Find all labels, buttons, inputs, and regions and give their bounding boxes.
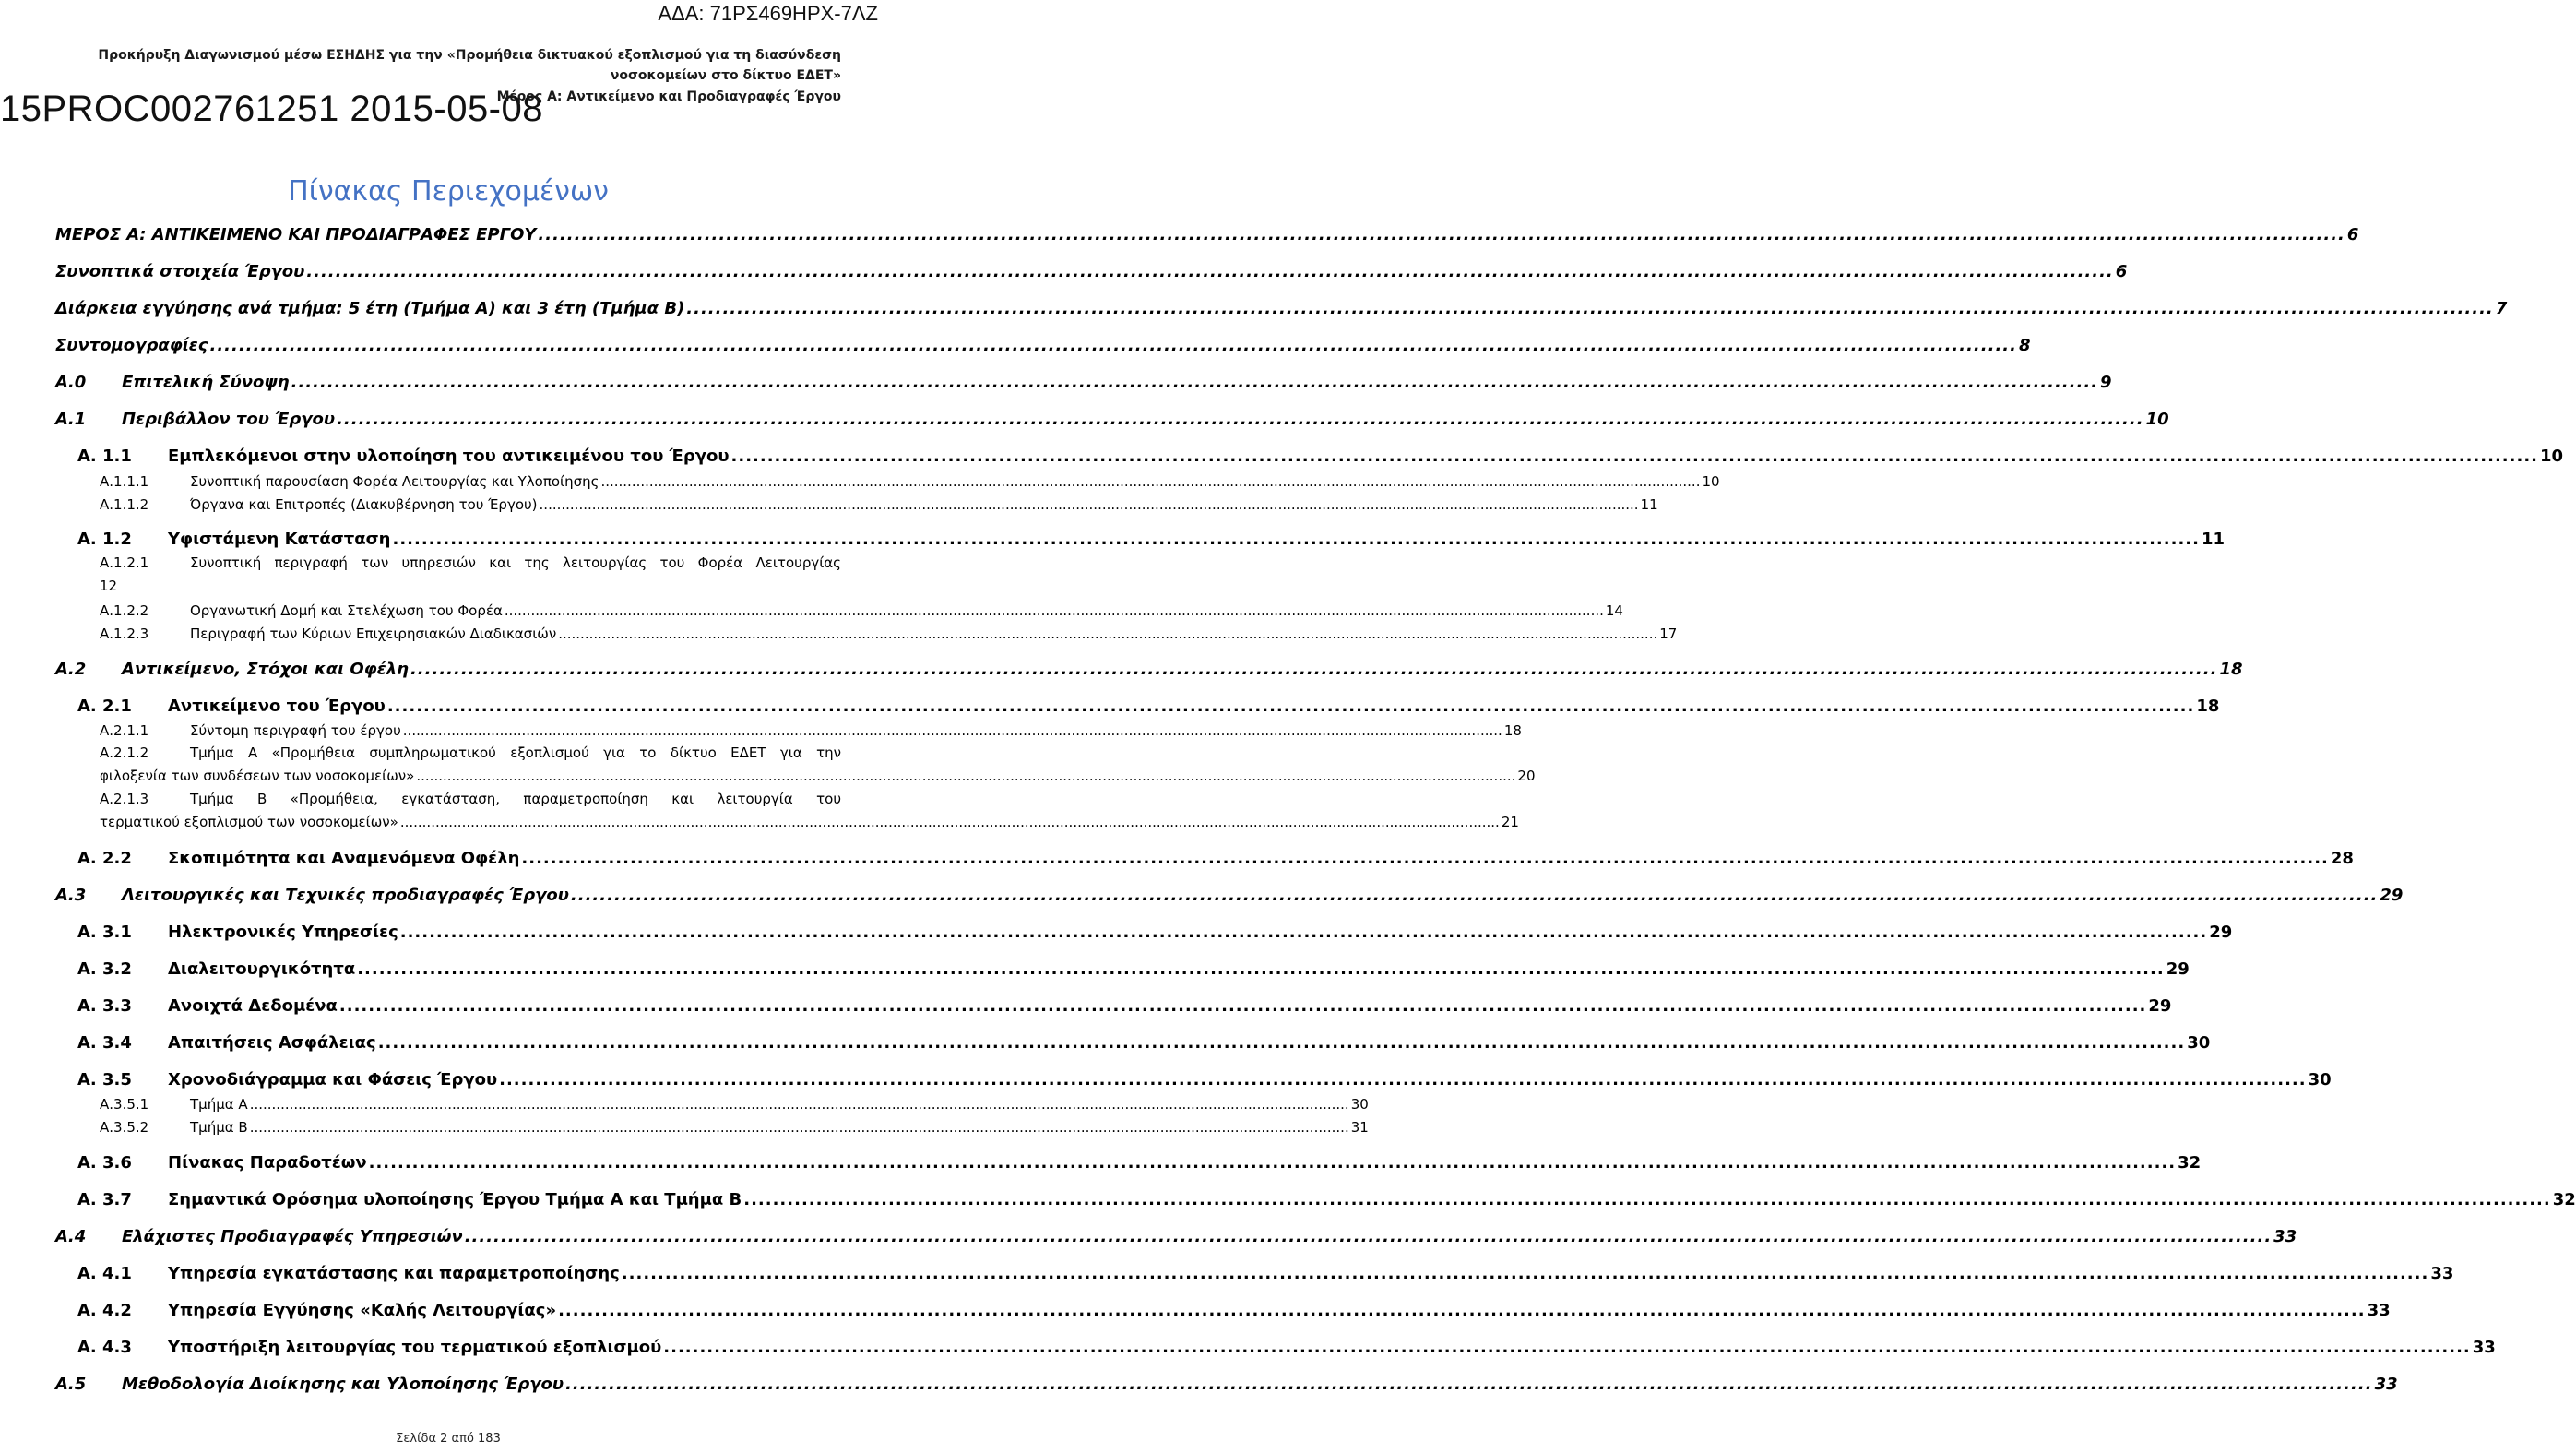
toc-entry-title-cont: φιλοξενία των συνδέσεων των νοσοκομείων» — [100, 768, 415, 784]
toc-entry[interactable] — [100, 742, 1536, 788]
toc-leader-dots — [400, 811, 1500, 834]
toc-entry-number: Α. 4.2 — [77, 1301, 132, 1320]
toc-entry-title: Ανοιχτά Δεδομένα — [168, 996, 338, 1016]
toc-entry-number: Α.0 — [55, 373, 87, 392]
toc-entry[interactable] — [100, 788, 1519, 834]
toc-entry-title: Διάρκεια εγγύησης ανά τμήμα: 5 έτη (Τμήμα Α) και 3 έτη (Τμήμα Β) — [55, 299, 685, 318]
toc-leader-dots — [416, 765, 1515, 788]
toc-entry[interactable] — [77, 1070, 2332, 1090]
toc-entry-title: Αντικείμενο, Στόχοι και Οφέλη — [122, 660, 409, 679]
toc-entry-page: 18 — [1503, 722, 1522, 739]
toc-entry-page: 8 — [2018, 336, 2031, 355]
toc-entry-page: 30 — [2187, 1033, 2211, 1053]
toc-entry[interactable] — [55, 336, 2031, 355]
toc-entry-number: Α. 3.7 — [77, 1190, 132, 1209]
toc-leader-dots — [565, 1375, 2372, 1394]
toc-entry-number: Α.1.1.1 — [100, 473, 149, 490]
toc-entry-number: Α. 4.3 — [77, 1338, 132, 1357]
toc-entry-title: Τμήμα Β — [190, 1119, 248, 1136]
toc-entry[interactable] — [55, 410, 2169, 429]
toc-entry[interactable] — [77, 1033, 2211, 1053]
toc-entry[interactable] — [55, 262, 2128, 281]
toc-entry[interactable] — [77, 1301, 2391, 1320]
toc-entry-number: Α.4 — [55, 1227, 87, 1246]
toc-entry-page: 6 — [2115, 262, 2128, 281]
toc-entry-page: 18 — [2196, 697, 2220, 716]
toc-entry-title: Απαιτήσεις Ασφάλειας — [168, 1033, 376, 1053]
toc-entry-title: Συνοπτική περιγραφή των υπηρεσιών και της λειτουργίας του Φορέα Λειτουργίας — [190, 554, 841, 571]
toc-leader-dots — [250, 1119, 1349, 1136]
toc-leader-dots — [505, 602, 1604, 619]
toc-entry-number: Α.1.2.1 — [100, 554, 149, 571]
toc-entry-number: Α.3 — [55, 886, 87, 905]
toc-leader-dots — [378, 1033, 2185, 1053]
toc-entry-number: Α.5 — [55, 1375, 87, 1394]
toc-entry-title: Επιτελική Σύνοψη — [122, 373, 290, 392]
toc-entry[interactable] — [55, 299, 2508, 318]
toc-entry-number: Α. 3.3 — [77, 996, 132, 1016]
toc-entry-title: Διαλειτουργικότητα — [168, 959, 356, 979]
toc-entry-page: 33 — [2367, 1301, 2391, 1320]
toc-entry-page: 11 — [2201, 530, 2226, 549]
toc-entry-page: 14 — [1605, 602, 1623, 619]
toc-entry[interactable] — [55, 225, 2359, 244]
toc-entry-page: 33 — [2273, 1227, 2297, 1246]
toc-entry-page: 30 — [1350, 1096, 1369, 1113]
toc-entry[interactable] — [77, 1190, 2576, 1209]
toc-entry-number: Α. 1.1 — [77, 447, 132, 466]
toc-entry-number: Α. 1.2 — [77, 530, 132, 549]
toc-entry-page: 33 — [2374, 1375, 2398, 1394]
toc-entry-title: Συνοπτικά στοιχεία Έργου — [55, 262, 305, 281]
toc-entry-title: Τμήμα Β «Προμήθεια, εγκατάσταση, παραμετροποίηση και λειτουργία του — [190, 791, 841, 807]
toc-entry-title: Σύντομη περιγραφή του έργου — [190, 722, 401, 739]
toc-entry-title-cont: τερματικού εξοπλισμού των νοσοκομείων» — [100, 814, 398, 830]
toc-entry-title: Συντομογραφίες — [55, 336, 208, 355]
toc-entry[interactable] — [100, 722, 1522, 739]
toc-entry[interactable] — [77, 530, 2226, 549]
toc-entry[interactable] — [100, 552, 841, 598]
toc-leader-dots — [339, 996, 2146, 1016]
toc-entry-number: Α.1.2.2 — [100, 602, 149, 619]
toc-entry-title: Εμπλεκόμενοι στην υλοποίηση του αντικειμένου του Έργου — [168, 447, 730, 466]
toc-entry-title: Όργανα και Επιτροπές (Διακυβέρνηση του Έργου) — [190, 496, 538, 513]
toc-entry-number: Α. 3.5 — [77, 1070, 132, 1090]
toc-leader-dots — [558, 1301, 2365, 1320]
toc-entry-title: Τμήμα Α «Προμήθεια συμπληρωματικού εξοπλισμού για το δίκτυο ΕΔΕΤ για την — [190, 744, 841, 761]
toc-entry[interactable] — [55, 886, 2404, 905]
document-stamp: 15PROC002761251 2015-05-08 — [0, 89, 543, 129]
toc-entry[interactable] — [100, 496, 1658, 513]
toc-entry-title: Οργανωτική Δομή και Στελέχωση του Φορέα — [190, 602, 503, 619]
toc-leader-dots — [357, 959, 2164, 979]
toc-entry-page: 18 — [2219, 660, 2243, 679]
toc-leader-dots — [387, 697, 2194, 716]
toc-entry[interactable] — [100, 1096, 1369, 1113]
toc-entry-page: 33 — [2430, 1264, 2454, 1283]
toc-entry-page: 10 — [1702, 473, 1720, 490]
toc-entry[interactable] — [77, 447, 2564, 466]
toc-leader-dots — [400, 923, 2207, 942]
toc-entry-title: ΜΕΡΟΣ Α: ΑΝΤΙΚΕΙΜΕΝΟ ΚΑΙ ΠΡΟΔΙΑΓΡΑΦΕΣ ΕΡΓΟΥ — [55, 225, 537, 244]
toc-entry-page: 17 — [1659, 625, 1678, 642]
toc-entry-title: Τμήμα Α — [190, 1096, 248, 1113]
toc-entry-title: Πίνακας Παραδοτέων — [168, 1153, 367, 1173]
toc-entry[interactable] — [100, 625, 1678, 642]
toc-entry-page: 6 — [2346, 225, 2359, 244]
toc-title: Πίνακας Περιεχομένων — [288, 175, 609, 208]
toc-entry-page: 29 — [2380, 886, 2404, 905]
toc-entry-number: Α.2 — [55, 660, 87, 679]
toc-leader-dots — [731, 447, 2538, 466]
toc-entry[interactable] — [100, 602, 1623, 619]
toc-leader-dots — [622, 1264, 2428, 1283]
toc-entry-title: Μεθοδολογία Διοίκησης και Υλοποίησης Έργου — [122, 1375, 564, 1394]
toc-entry-page: 31 — [1350, 1119, 1369, 1136]
toc-entry[interactable] — [100, 473, 1720, 490]
toc-leader-dots — [521, 849, 2328, 868]
toc-entry-page: 32 — [2178, 1153, 2202, 1173]
toc-leader-dots — [538, 225, 2345, 244]
toc-leader-dots — [540, 496, 1639, 513]
toc-leader-dots — [291, 373, 2098, 392]
toc-entry-number: Α.2.1.2 — [100, 744, 149, 761]
page-footer: Σελίδα 2 από 183 — [396, 1432, 501, 1446]
toc-entry[interactable] — [77, 959, 2190, 979]
toc-entry-page: 29 — [2166, 959, 2190, 979]
toc-entry-page: 29 — [2148, 996, 2172, 1016]
toc-entry-number: Α.2.1.3 — [100, 791, 149, 807]
header-line-2: νοσοκομείων στο δίκτυο ΕΔΕΤ» — [610, 68, 841, 83]
ada-code: ΑΔΑ: 71ΡΣ469ΗΡΧ-7ΛΖ — [658, 2, 878, 25]
toc-entry-number: Α.3.5.2 — [100, 1119, 149, 1136]
toc-entry-title: Περιγραφή των Κύριων Επιχειρησιακών Διαδικασιών — [190, 625, 557, 642]
toc-entry-page: 28 — [2330, 849, 2354, 868]
toc-entry[interactable] — [77, 1153, 2202, 1173]
toc-leader-dots — [250, 1096, 1349, 1113]
toc-entry[interactable] — [55, 373, 2112, 392]
toc-entry[interactable] — [55, 1227, 2297, 1246]
toc-entry-page: 30 — [2308, 1070, 2332, 1090]
toc-leader-dots — [663, 1338, 2470, 1357]
toc-entry-number: Α. 2.2 — [77, 849, 132, 868]
toc-entry-title: Υποστήριξη λειτουργίας του τερματικού εξοπλισμού — [168, 1338, 662, 1357]
header-line-1: Προκήρυξη Διαγωνισμού μέσω ΕΣΗΔΗΣ για την «Προμήθεια δικτυακού εξοπλισμού για τη διασύνδεση — [98, 48, 841, 63]
toc-entry[interactable] — [77, 923, 2233, 942]
toc-entry-number: Α.3.5.1 — [100, 1096, 149, 1113]
toc-leader-dots — [392, 530, 2199, 549]
toc-entry-number: Α. 3.4 — [77, 1033, 132, 1053]
toc-entry-title: Υφιστάμενη Κατάσταση — [168, 530, 391, 549]
toc-entry-title: Σημαντικά Ορόσημα υλοποίησης Έργου Τμήμα Α και Τμήμα Β — [168, 1190, 742, 1209]
toc-entry-number: Α. 3.1 — [77, 923, 132, 942]
toc-entry-title: Χρονοδιάγραμμα και Φάσεις Έργου — [168, 1070, 498, 1090]
toc-leader-dots — [686, 299, 2493, 318]
toc-entry-number: Α. 3.6 — [77, 1153, 132, 1173]
toc-entry-title: Περιβάλλον του Έργου — [122, 410, 336, 429]
toc-entry[interactable] — [77, 1264, 2454, 1283]
toc-leader-dots — [465, 1227, 2272, 1246]
toc-entry-number: Α. 2.1 — [77, 697, 132, 716]
toc-entry[interactable] — [77, 697, 2220, 716]
toc-entry-number: Α.2.1.1 — [100, 722, 149, 739]
toc-entry-page: 9 — [2100, 373, 2112, 392]
toc-leader-dots — [209, 336, 2016, 355]
toc-leader-dots — [369, 1153, 2176, 1173]
toc-leader-dots — [410, 660, 2217, 679]
toc-entry-title: Σκοπιμότητα και Αναμενόμενα Οφέλη — [168, 849, 520, 868]
toc-entry-page: 20 — [1517, 768, 1536, 784]
toc-leader-dots — [571, 886, 2378, 905]
toc-entry-page: 21 — [1501, 814, 1519, 830]
toc-leader-dots — [337, 410, 2143, 429]
toc-entry-title: Αντικείμενο του Έργου — [168, 697, 386, 716]
toc-entry-title: Ελάχιστες Προδιαγραφές Υπηρεσιών — [122, 1227, 463, 1246]
toc-leader-dots — [306, 262, 2113, 281]
header-line-3: Μέρος Α: Αντικείμενο και Προδιαγραφές Έργου — [496, 89, 841, 104]
toc-leader-dots — [558, 625, 1657, 642]
toc-entry-page: 10 — [2145, 410, 2169, 429]
toc-entry[interactable] — [100, 1119, 1369, 1136]
toc-leader-dots — [600, 473, 1700, 490]
toc-entry-page: 11 — [1640, 496, 1658, 513]
toc-entry[interactable] — [77, 1338, 2496, 1357]
toc-entry-title: Υπηρεσία εγκατάστασης και παραμετροποίησης — [168, 1264, 620, 1283]
toc-entry-number: Α. 4.1 — [77, 1264, 132, 1283]
toc-entry-title: Ηλεκτρονικές Υπηρεσίες — [168, 923, 398, 942]
toc-leader-dots — [743, 1190, 2550, 1209]
toc-leader-dots — [403, 722, 1502, 739]
toc-leader-dots — [499, 1070, 2306, 1090]
toc-entry[interactable] — [77, 996, 2172, 1016]
toc-entry[interactable] — [55, 660, 2243, 679]
toc-entry-number: Α.1.2.3 — [100, 625, 149, 642]
toc-entry[interactable] — [55, 1375, 2398, 1394]
toc-entry-number: Α.1 — [55, 410, 87, 429]
toc-entry-title: Συνοπτική παρουσίαση Φορέα Λειτουργίας και Υλοποίησης — [190, 473, 599, 490]
toc-entry-page: 12 — [100, 578, 118, 594]
toc-entry-page: 32 — [2552, 1190, 2576, 1209]
toc-entry-number: Α. 3.2 — [77, 959, 132, 979]
toc-entry-page: 7 — [2495, 299, 2508, 318]
toc-entry-title: Λειτουργικές και Τεχνικές προδιαγραφές Έργου — [122, 886, 569, 905]
toc-entry-page: 33 — [2472, 1338, 2496, 1357]
toc-entry-number: Α.1.1.2 — [100, 496, 149, 513]
toc-entry-title: Υπηρεσία Εγγύησης «Καλής Λειτουργίας» — [168, 1301, 557, 1320]
toc-entry-page: 29 — [2209, 923, 2233, 942]
toc-entry-page: 10 — [2540, 447, 2564, 466]
toc-entry[interactable] — [77, 849, 2354, 868]
